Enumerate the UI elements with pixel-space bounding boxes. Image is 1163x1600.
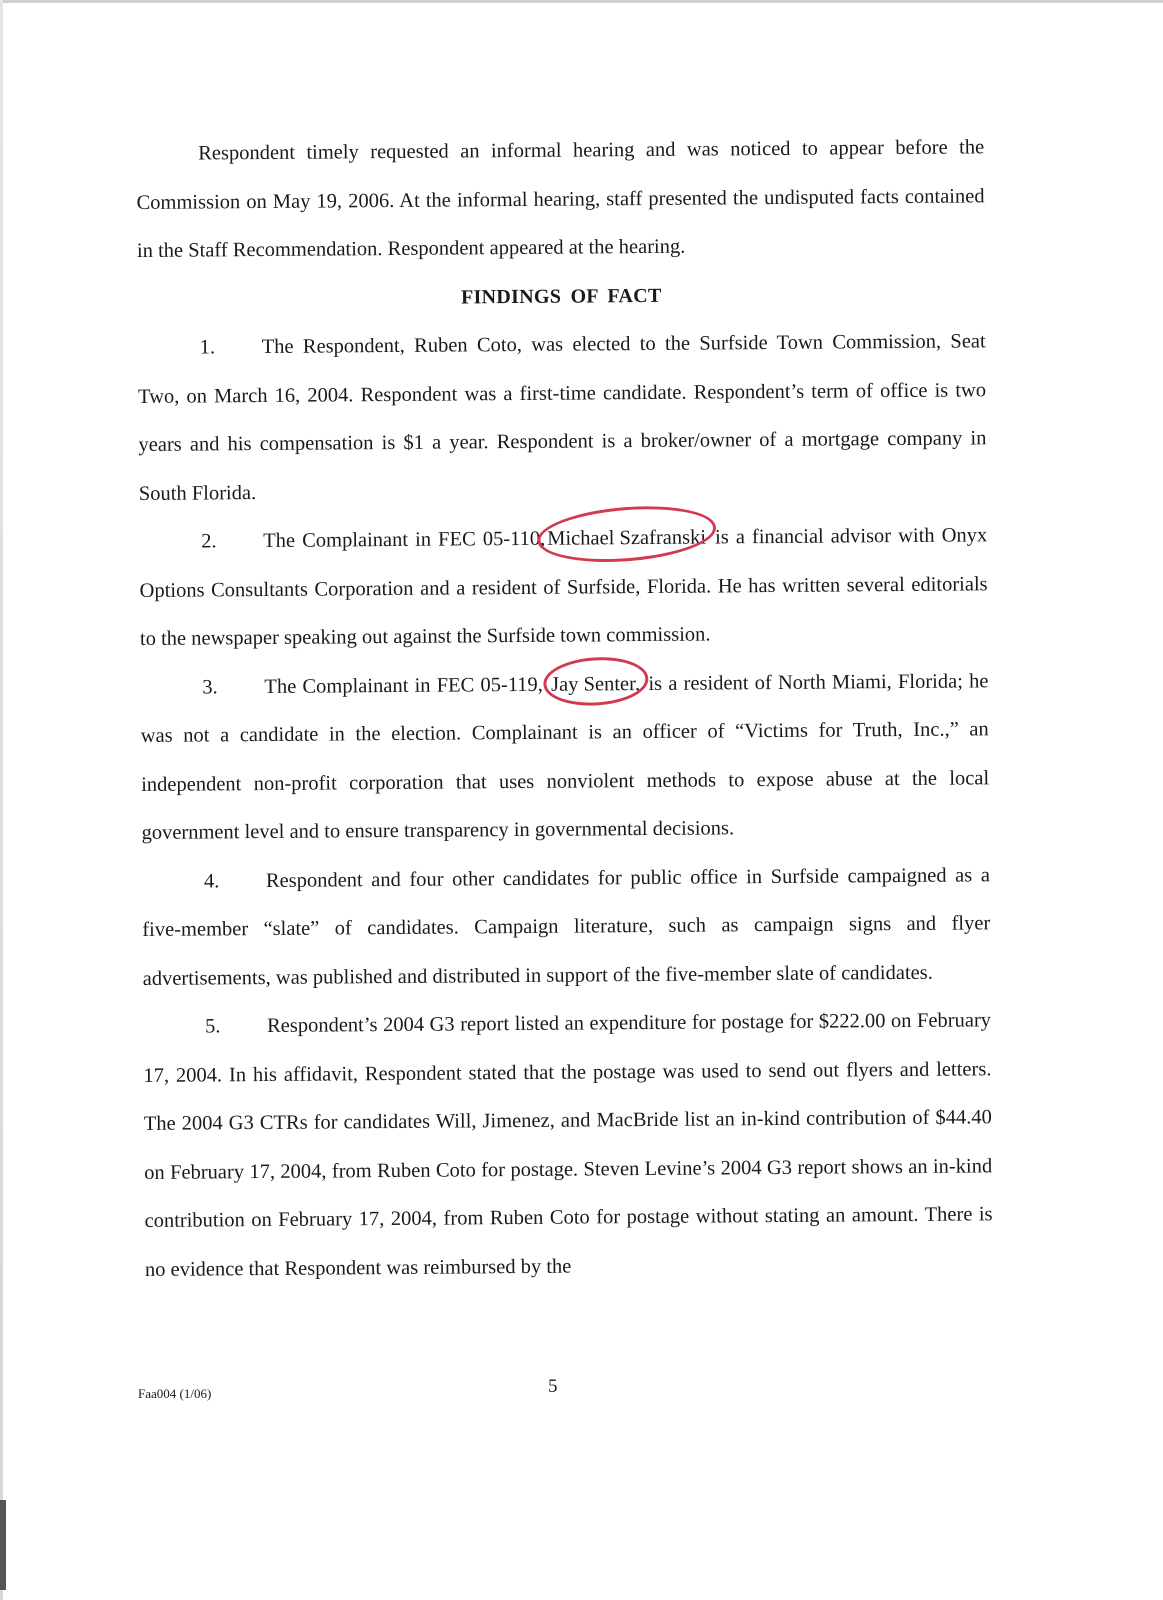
finding-1 bbox=[138, 317, 987, 518]
form-code: Faa004 (1/06) bbox=[138, 1386, 212, 1401]
finding-1-text: The Respondent, Ruben Coto, was elected to the Surfside Town Commission, Seat Two, on March 16, 2004. Respondent was a first-time candidate. Respondent’s term of office is two years and his compensation is $1 a year. Respondent is a broker/owner of a mortgage company in South Florida. bbox=[138, 330, 987, 505]
finding-4-number: 4. bbox=[203, 869, 220, 892]
finding-5-text: Respondent’s 2004 G3 report listed an expenditure for postage for $222.00 on February 17, 2004. In his affidavit, Respondent stated that the postage was used to send out flyers and letters. The 2004 G3 CTRs for candidates Will, Jimenez, and MacBride list an in-kind contribution of $44.40 on February 17, 2004, from Ruben Coto for postage. Steven Levine’s 2004 G3 report shows an in-kind contribution on February 17, 2004, from Ruben Coto for postage without stating an amount. There is no evidence that Respondent was reimbursed by the bbox=[143, 1009, 993, 1281]
page-number: 5 bbox=[548, 1376, 558, 1397]
finding-3-text-after: is a resident of North Miami, Florida; he was not a candidate in the election. Complainant is an officer of “Victims for Truth, Inc.,” an independent non-profit corporation that uses nonviolent methods to expose abuse at the local government level and to ensure transparency in governmental decisions. bbox=[140, 669, 990, 844]
finding-1-number: 1. bbox=[199, 336, 216, 359]
finding-3-text-before: The Complainant in FEC 05-119, bbox=[264, 673, 543, 698]
finding-5 bbox=[143, 996, 993, 1294]
intro-paragraph: Respondent timely requested an informal hearing and was noticed to appear before the Commission on May 19, 2006. At the informal hearing, staff presented the undisputed facts contained in the Staff Recommendation. Respondent appeared at the hearing. bbox=[136, 136, 985, 262]
finding-3 bbox=[140, 657, 989, 858]
circled-name-senter-text: Jay Senter, bbox=[551, 672, 641, 696]
finding-4-text: Respondent and four other candidates for public office in Surfside campaigned as a five-member “slate” of candidates. Campaign literature, such as campaign signs and flyer advertisements, was published and distributed in support of the five-member slate of candidates. bbox=[142, 863, 991, 990]
scan-top-edge bbox=[0, 0, 1163, 3]
circled-name-senter bbox=[549, 660, 643, 709]
scan-left-edge bbox=[0, 0, 3, 1600]
finding-2-text-before: The Complainant in FEC 05-110, bbox=[263, 527, 546, 553]
finding-2-text-after: is a financial advisor with Onyx Options Consultants Corporation and a resident of Surfside, Florida. He has written several editorials to the newspaper speaking out against the Surfside town commission. bbox=[139, 524, 988, 650]
document-page bbox=[136, 123, 993, 1294]
circled-name-szafranski-text: Michael Szafranski bbox=[547, 526, 707, 550]
finding-2 bbox=[139, 511, 988, 663]
finding-2-number: 2. bbox=[201, 530, 217, 553]
finding-4 bbox=[142, 851, 991, 1003]
circled-name-szafranski bbox=[545, 514, 708, 564]
scan-left-mark bbox=[0, 1500, 6, 1590]
section-heading: FINDINGS OF FACT bbox=[460, 284, 662, 308]
finding-5-number: 5. bbox=[204, 1015, 221, 1038]
finding-3-number: 3. bbox=[202, 675, 218, 698]
